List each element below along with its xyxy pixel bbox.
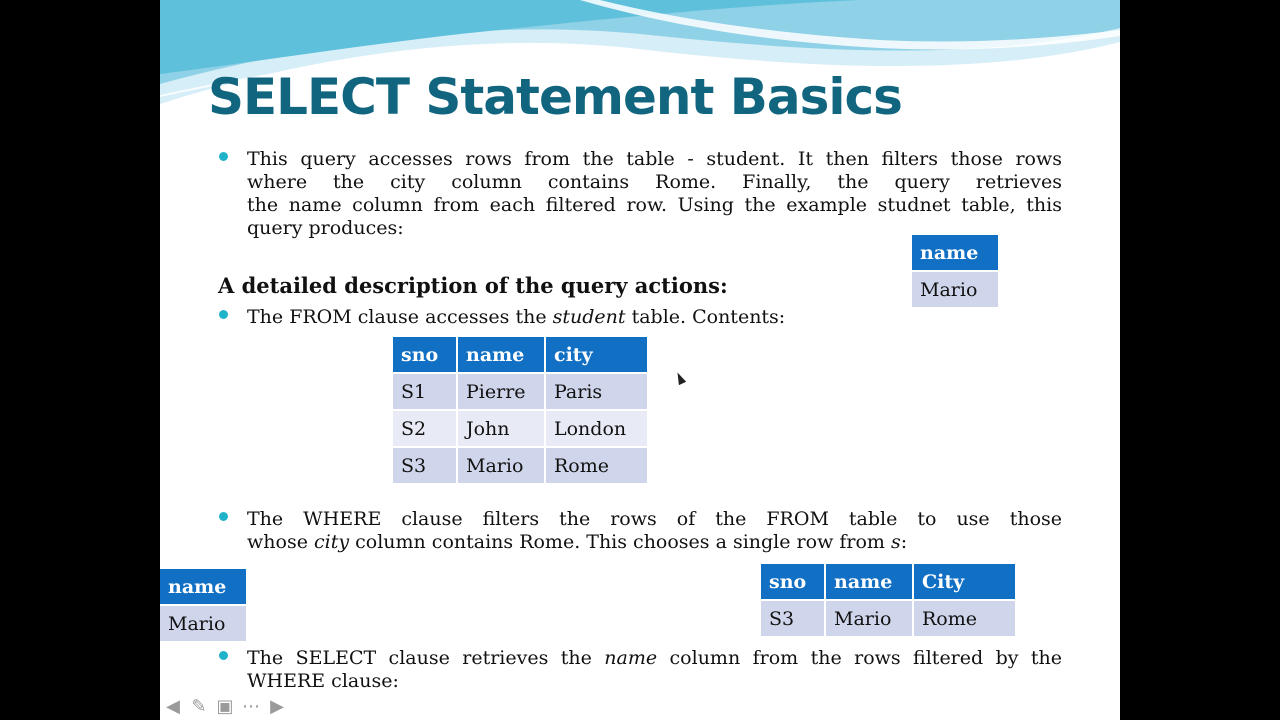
pen-icon[interactable]: ✎ (191, 696, 207, 717)
bullet-icon (217, 649, 231, 663)
table-cell: Mario (826, 601, 912, 636)
table-cell: Mario (160, 606, 246, 641)
where-text: column contains Rome. This chooses a single row from (349, 531, 891, 553)
table-cell: Paris (546, 374, 647, 409)
select-text: column from the rows filtered by the (657, 647, 1063, 669)
intro-line: where the city column contains Rome. Finally, the query retrieves (247, 171, 1062, 193)
from-table-name: student (552, 306, 626, 328)
column-header: name (160, 569, 246, 604)
from-paragraph (247, 306, 785, 329)
select-line (247, 647, 1062, 670)
where-table: s (890, 531, 901, 553)
select-text: The SELECT clause retrieves the (247, 647, 605, 669)
table-row (393, 374, 647, 409)
table-cell: S3 (393, 448, 456, 483)
column-header: City (914, 564, 1015, 599)
where-column: city (313, 531, 350, 553)
column-header: sno (393, 337, 456, 372)
result-header: name (912, 235, 998, 270)
filtered-table (759, 562, 1017, 638)
table-row (761, 601, 1015, 636)
table-cell: Mario (458, 448, 544, 483)
from-text: The FROM clause accesses the (247, 306, 553, 328)
table-cell: Pierre (458, 374, 544, 409)
select-paragraph (247, 647, 1062, 693)
column-header: name (458, 337, 544, 372)
arrow-right-icon[interactable]: ▶ (270, 696, 284, 717)
select-column: name (604, 647, 658, 669)
where-text: : (900, 531, 908, 553)
where-paragraph (247, 508, 1062, 554)
table-cell: S1 (393, 374, 456, 409)
result-table (910, 233, 1000, 309)
mouse-cursor-icon (674, 371, 686, 385)
intro-line: This query accesses rows from the table - student. It then filters those rows (247, 148, 1062, 170)
bullet-icon (217, 510, 231, 524)
slides-icon[interactable]: ▣ (216, 696, 234, 717)
column-header: sno (761, 564, 824, 599)
table-cell: Rome (914, 601, 1015, 636)
table-cell: John (458, 411, 544, 446)
column-header: name (826, 564, 912, 599)
where-line (247, 531, 1062, 554)
section-heading: A detailed description of the query actions: (218, 273, 728, 298)
table-cell: Rome (546, 448, 647, 483)
student-table (391, 335, 649, 485)
from-text-end: table. Contents: (625, 306, 786, 328)
name-table-left (160, 567, 248, 643)
select-line: WHERE clause: (247, 670, 399, 692)
table-row (393, 411, 647, 446)
where-text: whose (247, 531, 314, 553)
slide (160, 0, 1120, 720)
table-cell: London (546, 411, 647, 446)
intro-line: query produces: (247, 217, 404, 239)
more-icon[interactable]: ⋯ (242, 696, 260, 717)
table-cell: S2 (393, 411, 456, 446)
bullet-icon (217, 150, 231, 164)
bullet-icon (217, 308, 231, 322)
intro-paragraph (247, 148, 1062, 240)
result-cell: Mario (912, 272, 998, 307)
arrow-left-icon[interactable]: ◀ (166, 696, 180, 717)
column-header: city (546, 337, 647, 372)
table-row (393, 448, 647, 483)
slide-title: SELECT Statement Basics (208, 68, 902, 126)
where-line: The WHERE clause filters the rows of the FROM table to use those (247, 508, 1062, 530)
slide-nav-toolbar (162, 696, 288, 718)
table-cell: S3 (761, 601, 824, 636)
intro-line: the name column from each filtered row. Using the example studnet table, this (247, 194, 1062, 216)
